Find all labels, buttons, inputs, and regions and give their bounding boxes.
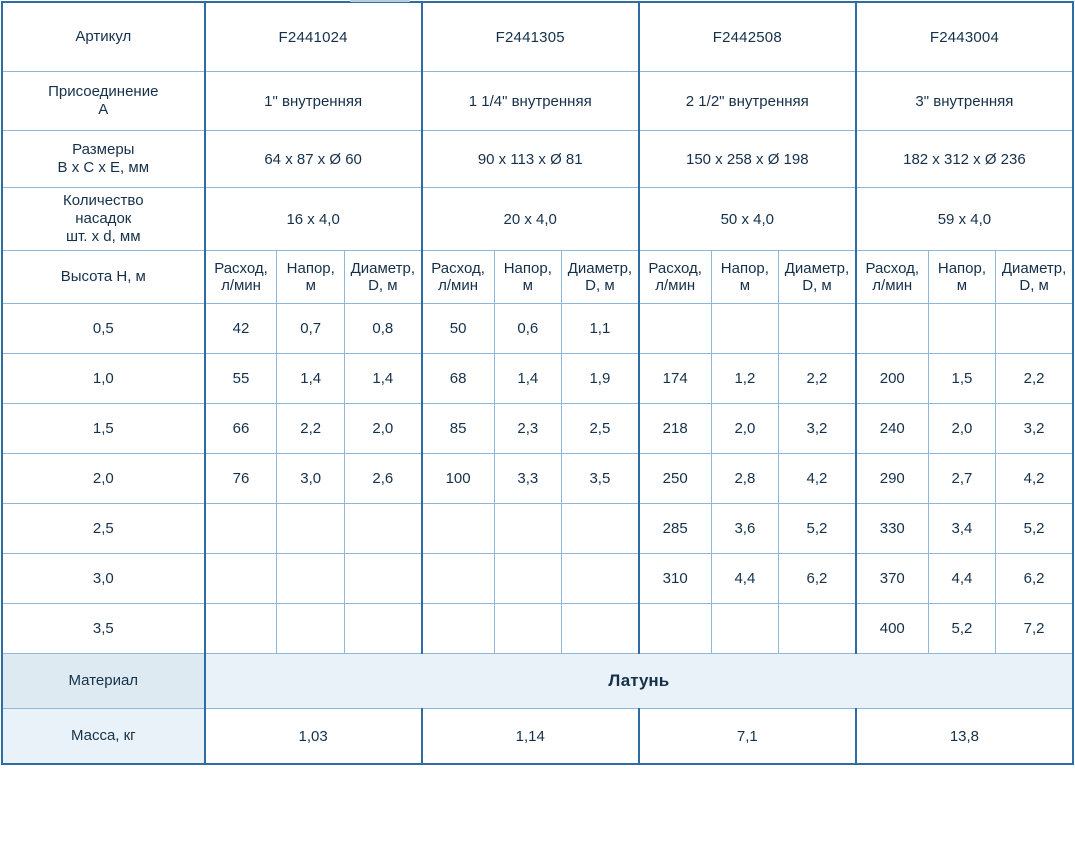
data-cell: 370 bbox=[856, 554, 928, 604]
data-cell: 1,4 bbox=[494, 354, 562, 404]
row-label-mass: Масса, кг bbox=[2, 709, 205, 765]
subheader-diameter-3-line1: Диаметр, bbox=[784, 259, 850, 277]
data-cell bbox=[205, 604, 277, 654]
data-cell: 68 bbox=[422, 354, 494, 404]
connection-value-4: 3" внутренняя bbox=[856, 72, 1073, 131]
data-cell: 5,2 bbox=[779, 504, 856, 554]
data-cell: 4,4 bbox=[928, 554, 996, 604]
mass-value-2: 1,14 bbox=[422, 709, 639, 765]
row-label-nozzles-line2: насадок bbox=[75, 210, 132, 227]
data-cell bbox=[422, 604, 494, 654]
nozzles-value-1: 16 x 4,0 bbox=[205, 188, 422, 251]
data-cell: 3,2 bbox=[996, 404, 1073, 454]
subheader-head-2-line2: м bbox=[522, 277, 533, 294]
mass-value-4: 13,8 bbox=[856, 709, 1073, 765]
subheader-diameter-1-line1: Диаметр, bbox=[350, 259, 416, 277]
nozzles-value-3: 50 x 4,0 bbox=[639, 188, 856, 251]
subheader-flow-4 bbox=[856, 251, 928, 304]
data-cell: 3,5 bbox=[562, 454, 639, 504]
data-cell: 2,0 bbox=[928, 404, 996, 454]
data-cell bbox=[205, 554, 277, 604]
dimensions-value-4: 182 x 312 x Ø 236 bbox=[856, 131, 1073, 188]
data-cell: 0,7 bbox=[277, 304, 345, 354]
row-label-article: Артикул bbox=[2, 2, 205, 72]
data-cell: 4,4 bbox=[711, 554, 779, 604]
data-cell: 2,0 bbox=[344, 404, 421, 454]
height-value: 1,0 bbox=[2, 354, 205, 404]
table-row-subheaders bbox=[2, 251, 1073, 304]
subheader-diameter-4-line2: D, м bbox=[1019, 277, 1049, 294]
data-cell bbox=[711, 604, 779, 654]
data-cell: 1,4 bbox=[277, 354, 345, 404]
data-cell: 250 bbox=[639, 454, 711, 504]
subheader-flow-2-line2: л/мин bbox=[438, 277, 479, 294]
subheader-head-3 bbox=[711, 251, 779, 304]
data-cell bbox=[562, 504, 639, 554]
height-value: 2,5 bbox=[2, 504, 205, 554]
data-cell: 2,2 bbox=[779, 354, 856, 404]
data-cell: 2,5 bbox=[562, 404, 639, 454]
data-cell: 2,8 bbox=[711, 454, 779, 504]
height-value: 3,5 bbox=[2, 604, 205, 654]
data-cell bbox=[277, 504, 345, 554]
nozzles-value-2: 20 x 4,0 bbox=[422, 188, 639, 251]
table-row-dimensions bbox=[2, 131, 1073, 188]
row-label-connection-line1: Присоединение bbox=[48, 83, 159, 100]
dimensions-value-2: 90 x 113 x Ø 81 bbox=[422, 131, 639, 188]
article-code-4: F2443004 bbox=[856, 2, 1073, 72]
data-cell bbox=[639, 304, 711, 354]
data-cell bbox=[779, 604, 856, 654]
row-label-dimensions-line1: Размеры bbox=[72, 141, 135, 158]
data-cell: 3,4 bbox=[928, 504, 996, 554]
dimensions-value-1: 64 x 87 x Ø 60 bbox=[205, 131, 422, 188]
data-cell: 174 bbox=[639, 354, 711, 404]
mass-value-3: 7,1 bbox=[639, 709, 856, 765]
data-cell bbox=[639, 604, 711, 654]
subheader-flow-2-line1: Расход, bbox=[431, 259, 485, 277]
data-cell: 6,2 bbox=[996, 554, 1073, 604]
data-cell: 218 bbox=[639, 404, 711, 454]
row-label-dimensions bbox=[2, 131, 205, 188]
data-cell: 2,2 bbox=[277, 404, 345, 454]
row-label-dimensions-line2: B x C x E, мм bbox=[57, 159, 150, 176]
data-cell: 100 bbox=[422, 454, 494, 504]
data-cell: 6,2 bbox=[779, 554, 856, 604]
data-cell: 2,2 bbox=[996, 354, 1073, 404]
table-row bbox=[2, 354, 1073, 404]
subheader-flow-2 bbox=[422, 251, 494, 304]
subheader-head-4-line2: м bbox=[956, 277, 968, 294]
data-cell: 1,2 bbox=[711, 354, 779, 404]
data-cell bbox=[562, 554, 639, 604]
data-cell bbox=[494, 504, 562, 554]
data-cell: 0,8 bbox=[344, 304, 421, 354]
data-cell: 290 bbox=[856, 454, 928, 504]
subheader-diameter-2-line2: D, м bbox=[585, 277, 615, 294]
row-label-nozzles bbox=[2, 188, 205, 251]
data-cell: 400 bbox=[856, 604, 928, 654]
subheader-diameter-3-line2: D, м bbox=[802, 277, 832, 294]
table-row bbox=[2, 304, 1073, 354]
subheader-head-4-line1: Напор, bbox=[937, 259, 987, 277]
subheader-flow-3-line1: Расход, bbox=[648, 259, 702, 277]
connection-value-3: 2 1/2" внутренняя bbox=[639, 72, 856, 131]
data-cell: 2,7 bbox=[928, 454, 996, 504]
row-label-nozzles-line1: Количество bbox=[63, 192, 144, 209]
data-cell bbox=[494, 554, 562, 604]
material-value: Латунь bbox=[205, 654, 1073, 709]
subheader-head-1-line2: м bbox=[305, 277, 316, 294]
data-cell: 66 bbox=[205, 404, 277, 454]
data-cell bbox=[344, 554, 421, 604]
data-cell: 42 bbox=[205, 304, 277, 354]
data-cell: 3,3 bbox=[494, 454, 562, 504]
article-code-2: F2441305 bbox=[422, 2, 639, 72]
data-cell bbox=[422, 554, 494, 604]
subheader-head-2 bbox=[494, 251, 562, 304]
subheader-flow-1-line2: л/мин bbox=[221, 277, 261, 294]
data-cell bbox=[344, 604, 421, 654]
subheader-diameter-2 bbox=[562, 251, 639, 304]
subheader-diameter-4 bbox=[996, 251, 1073, 304]
subheader-head-4 bbox=[928, 251, 996, 304]
data-cell: 2,0 bbox=[711, 404, 779, 454]
data-cell: 0,6 bbox=[494, 304, 562, 354]
data-cell bbox=[205, 504, 277, 554]
data-cell: 2,3 bbox=[494, 404, 562, 454]
data-cell: 4,2 bbox=[996, 454, 1073, 504]
data-cell bbox=[928, 304, 996, 354]
article-code-1: F2441024 bbox=[205, 2, 422, 72]
row-label-connection-line2: A bbox=[98, 101, 109, 118]
article-code-3: F2442508 bbox=[639, 2, 856, 72]
top-divider bbox=[350, 0, 410, 2]
connection-value-2: 1 1/4" внутренняя bbox=[422, 72, 639, 131]
subheader-head-1-line1: Напор, bbox=[286, 259, 335, 277]
subheader-flow-3-line2: л/мин bbox=[655, 277, 696, 294]
subheader-diameter-2-line1: Диаметр, bbox=[567, 259, 633, 277]
data-cell bbox=[277, 554, 345, 604]
table-row bbox=[2, 454, 1073, 504]
table-row bbox=[2, 604, 1073, 654]
specification-table bbox=[1, 1, 1074, 765]
data-cell: 4,2 bbox=[779, 454, 856, 504]
subheader-diameter-3 bbox=[779, 251, 856, 304]
table-row bbox=[2, 554, 1073, 604]
data-cell: 50 bbox=[422, 304, 494, 354]
row-label-nozzles-line3: шт. x d, мм bbox=[66, 228, 141, 245]
table-row-mass bbox=[2, 709, 1073, 765]
subheader-flow-1-line1: Расход, bbox=[214, 259, 268, 277]
table-row-nozzles bbox=[2, 188, 1073, 251]
subheader-diameter-4-line1: Диаметр, bbox=[1001, 259, 1067, 277]
data-cell: 76 bbox=[205, 454, 277, 504]
data-cell bbox=[779, 304, 856, 354]
subheader-head-3-line1: Напор, bbox=[720, 259, 769, 277]
subheader-head-1 bbox=[277, 251, 345, 304]
data-cell bbox=[277, 604, 345, 654]
data-cell: 1,9 bbox=[562, 354, 639, 404]
table-row-connection bbox=[2, 72, 1073, 131]
data-cell: 1,4 bbox=[344, 354, 421, 404]
row-label-connection bbox=[2, 72, 205, 131]
data-cell: 200 bbox=[856, 354, 928, 404]
data-cell bbox=[422, 504, 494, 554]
mass-value-1: 1,03 bbox=[205, 709, 422, 765]
height-value: 3,0 bbox=[2, 554, 205, 604]
table-row-article bbox=[2, 2, 1073, 72]
subheader-diameter-1-line2: D, м bbox=[368, 277, 398, 294]
data-cell: 3,6 bbox=[711, 504, 779, 554]
data-cell bbox=[711, 304, 779, 354]
data-cell bbox=[562, 604, 639, 654]
data-cell bbox=[996, 304, 1073, 354]
subheader-flow-3 bbox=[639, 251, 711, 304]
data-cell: 1,1 bbox=[562, 304, 639, 354]
nozzles-value-4: 59 x 4,0 bbox=[856, 188, 1073, 251]
row-label-material: Материал bbox=[2, 654, 205, 709]
data-cell: 5,2 bbox=[996, 504, 1073, 554]
subheader-flow-4-line1: Расход, bbox=[865, 259, 920, 277]
data-cell: 2,6 bbox=[344, 454, 421, 504]
row-label-height: Высота H, м bbox=[2, 251, 205, 304]
data-cell: 7,2 bbox=[996, 604, 1073, 654]
data-cell: 1,5 bbox=[928, 354, 996, 404]
data-cell: 285 bbox=[639, 504, 711, 554]
subheader-flow-4-line2: л/мин bbox=[872, 277, 913, 294]
data-cell: 3,2 bbox=[779, 404, 856, 454]
data-cell: 240 bbox=[856, 404, 928, 454]
data-cell: 330 bbox=[856, 504, 928, 554]
connection-value-1: 1" внутренняя bbox=[205, 72, 422, 131]
table-row-material bbox=[2, 654, 1073, 709]
data-cell bbox=[856, 304, 928, 354]
data-cell: 85 bbox=[422, 404, 494, 454]
data-cell: 3,0 bbox=[277, 454, 345, 504]
height-value: 1,5 bbox=[2, 404, 205, 454]
height-value: 2,0 bbox=[2, 454, 205, 504]
table-row bbox=[2, 504, 1073, 554]
data-cell: 5,2 bbox=[928, 604, 996, 654]
subheader-head-3-line2: м bbox=[739, 277, 751, 294]
data-cell bbox=[344, 504, 421, 554]
height-value: 0,5 bbox=[2, 304, 205, 354]
dimensions-value-3: 150 x 258 x Ø 198 bbox=[639, 131, 856, 188]
data-cell: 55 bbox=[205, 354, 277, 404]
table-row bbox=[2, 404, 1073, 454]
subheader-diameter-1 bbox=[344, 251, 421, 304]
data-cell bbox=[494, 604, 562, 654]
data-cell: 310 bbox=[639, 554, 711, 604]
subheader-flow-1 bbox=[205, 251, 277, 304]
subheader-head-2-line1: Напор, bbox=[503, 259, 552, 277]
